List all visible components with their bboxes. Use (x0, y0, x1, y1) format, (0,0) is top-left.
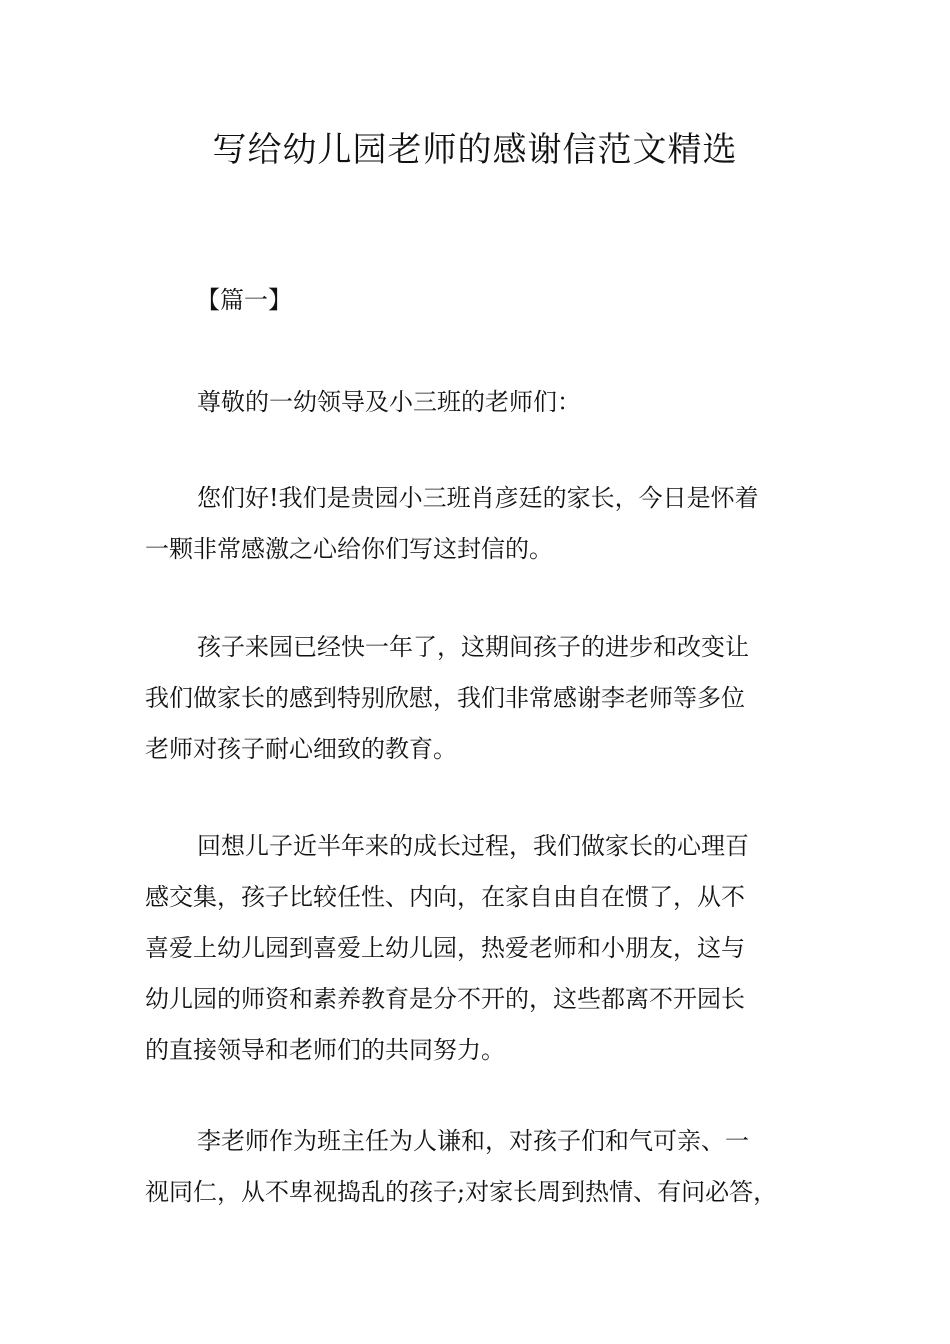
document-title: 写给幼儿园老师的感谢信范文精选 (212, 130, 738, 170)
paragraph-line: 尊敬的一幼领导及小三班的老师们： (197, 388, 581, 416)
paragraph-line: 您们好!我们是贵园小三班肖彦廷的家长，今日是怀着 (197, 484, 759, 512)
section-label: 【篇一】 (196, 286, 292, 314)
paragraph-line: 感交集，孩子比较任性、内向，在家自由自在惯了，从不 (145, 883, 745, 911)
paragraph-reflection (145, 821, 815, 1076)
paragraph-line: 李老师作为班主任为人谦和，对孩子们和气可亲、一 (197, 1127, 749, 1155)
paragraph-line: 一颗非常感激之心给你们写这封信的。 (145, 535, 553, 563)
paragraph-teacher (145, 1116, 815, 1218)
paragraph-line: 喜爱上幼儿园到喜爱上幼儿园，热爱老师和小朋友，这与 (145, 934, 745, 962)
paragraph-progress (145, 622, 815, 775)
paragraph-line: 视同仁，从不卑视捣乱的孩子;对家长周到热情、有问必答， (145, 1178, 778, 1206)
paragraph-line: 幼儿园的师资和素养教育是分不开的，这些都离不开园长 (145, 985, 745, 1013)
paragraph-line: 回想儿子近半年来的成长过程，我们做家长的心理百 (197, 832, 749, 860)
paragraph-line: 我们做家长的感到特别欣慰，我们非常感谢李老师等多位 (145, 684, 745, 712)
paragraph-greeting (145, 473, 815, 575)
paragraph-line: 的直接领导和老师们的共同努力。 (145, 1036, 505, 1064)
paragraph-line: 孩子来园已经快一年了，这期间孩子的进步和改变让 (197, 633, 749, 661)
paragraph-line: 老师对孩子耐心细致的教育。 (145, 735, 457, 763)
paragraph-salutation (145, 377, 815, 428)
